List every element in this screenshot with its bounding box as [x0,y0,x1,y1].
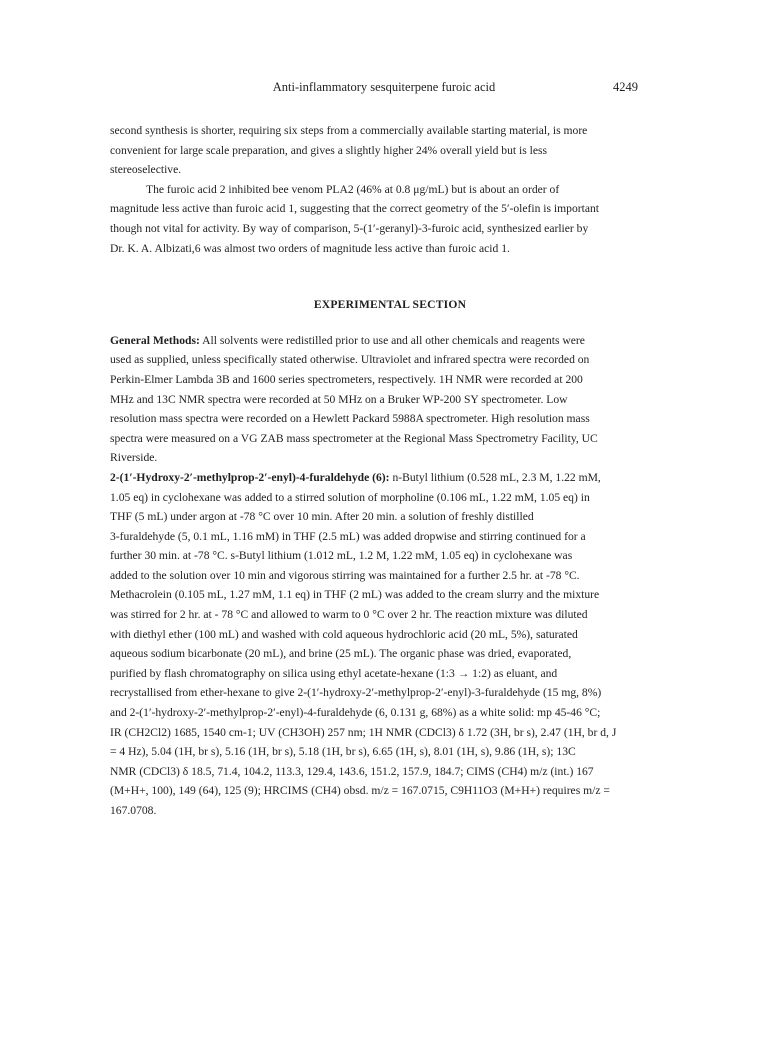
text-line: MHz and 13C NMR spectra were recorded at 50 MHz on a Bruker WP-200 SY spectrometer. Low [110,392,568,406]
text-line: 167.0708. [110,804,157,817]
compound-paragraph [110,468,670,821]
text-line: purified by flash chromatography on silica using ethyl acetate-hexane (1:3 → 1:2) as eluant, and [110,666,558,680]
text-line: magnitude less active than furoic acid 1, suggesting that the correct geometry of the 5′-olefin is important [110,202,600,216]
text-line: 1.05 eq) in cyclohexane was added to a stirred solution of morpholine (0.106 mL, 1.22 mM, 1.05 eq) in [110,490,590,504]
text-line: further 30 min. at -78 °C. s-Butyl lithium (1.012 mL, 1.2 M, 1.22 mM, 1.05 eq) in cyclohexane was [110,549,573,563]
text-line: stereoselective. [110,163,182,177]
text-line: second synthesis is shorter, requiring six steps from a commercially available starting material, is more [110,124,588,137]
page-number: 4249 [613,80,638,94]
text-line: Perkin-Elmer Lambda 3B and 1600 series spectrometers, respectively. 1H NMR were recorded at 200 [110,372,583,386]
intro-paragraph-1 [110,121,670,180]
text-line: (M+H+, 100), 149 (64), 125 (9); HRCIMS (CH4) obsd. m/z = 167.0715, C9H11O3 (M+H+) requires m/z = [110,784,610,798]
compound-label: 2-(1′-Hydroxy-2′-methylprop-2′-enyl)-4-furaldehyde (6): [110,470,390,484]
text-run: n-Butyl lithium (0.528 mL, 2.3 M, 1.22 mM, [392,470,601,484]
intro-paragraph-2 [110,180,670,258]
text-line: = 4 Hz), 5.04 (1H, br s), 5.16 (1H, br s), 5.18 (1H, br s), 6.65 (1H, s), 8.01 (1H, s), 9.86 (1H, s); 13C [110,745,576,759]
text-line: with diethyl ether (100 mL) and washed with cold aqueous hydrochloric acid (20 mL, 5%), saturated [110,627,578,641]
text-line: spectra were measured on a VG ZAB mass spectrometer at the Regional Mass Spectrometry Facility, UC [110,431,598,445]
text-line [110,468,670,488]
paragraph-label: General Methods: [110,333,200,347]
text-line: Dr. K. A. Albizati,6 was almost two orders of magnitude less active than furoic acid 1. [110,241,510,255]
spacer [110,258,670,277]
page-body [110,121,670,821]
running-title: Anti-inflammatory sesquiterpene furoic acid [272,80,496,94]
text-line: IR (CH2Cl2) 1685, 1540 cm-1; UV (CH3OH) 257 nm; 1H NMR (CDCl3) δ 1.72 (3H, br s), 2.47 (1H, br d, J [110,725,617,739]
text-run: All solvents were redistilled prior to use and all other chemicals and reagents were [202,333,585,347]
text-line: THF (5 mL) under argon at -78 °C over 10 min. After 20 min. a solution of freshly distilled [110,510,534,524]
text-line: resolution mass spectra were recorded on a Hewlett Packard 5988A spectrometer. High resolution mass [110,412,590,426]
text-line: The furoic acid 2 inhibited bee venom PLA2 (46% at 0.8 μg/mL) but is about an order of [146,182,560,196]
text-line: NMR (CDCl3) δ 18.5, 71.4, 104.2, 113.3, 129.4, 143.6, 151.2, 157.9, 184.7; CIMS (CH4) m/z (int.) 167 [110,764,594,778]
text-line: 3-furaldehyde (5, 0.1 mL, 1.16 mM) in THF (2.5 mL) was added dropwise and stirring continued for a [110,529,586,543]
general-methods-paragraph [110,331,670,468]
text-line [110,331,670,351]
text-line: added to the solution over 10 min and vigorous stirring was maintained for a further 2.5 hr. at -78 °C. [110,568,580,582]
text-line: though not vital for activity. By way of comparison, 5-(1′-geranyl)-3-furoic acid, synthesized earlier by [110,221,589,235]
text-line: was stirred for 2 hr. at - 78 °C and allowed to warm to 0 °C over 2 hr. The reaction mixture was diluted [110,608,588,622]
text-line: aqueous sodium bicarbonate (20 mL), and brine (25 mL). The organic phase was dried, evaporated, [110,647,572,661]
text-line: used as supplied, unless specifically stated otherwise. Ultraviolet and infrared spectra were recorded on [110,353,590,367]
section-heading: EXPERIMENTAL SECTION [313,298,467,312]
text-line: convenient for large scale preparation, and gives a slightly higher 24% overall yield but is less [110,143,548,157]
text-line: Methacrolein (0.105 mL, 1.27 mM, 1.1 eq) in THF (2 mL) was added to the cream slurry and the mixture [110,588,600,602]
text-line: recrystallised from ether-hexane to give 2-(1′-hydroxy-2′-methylprop-2′-enyl)-3-furaldehyde (15 mg, 8%) [110,686,602,700]
text-line: Riverside. [110,451,158,465]
page-header [0,80,768,100]
text-line: and 2-(1′-hydroxy-2′-methylprop-2′-enyl)-4-furaldehyde (6, 0.131 g, 68%) as a white solid: mp 45-46 °C; [110,706,601,720]
